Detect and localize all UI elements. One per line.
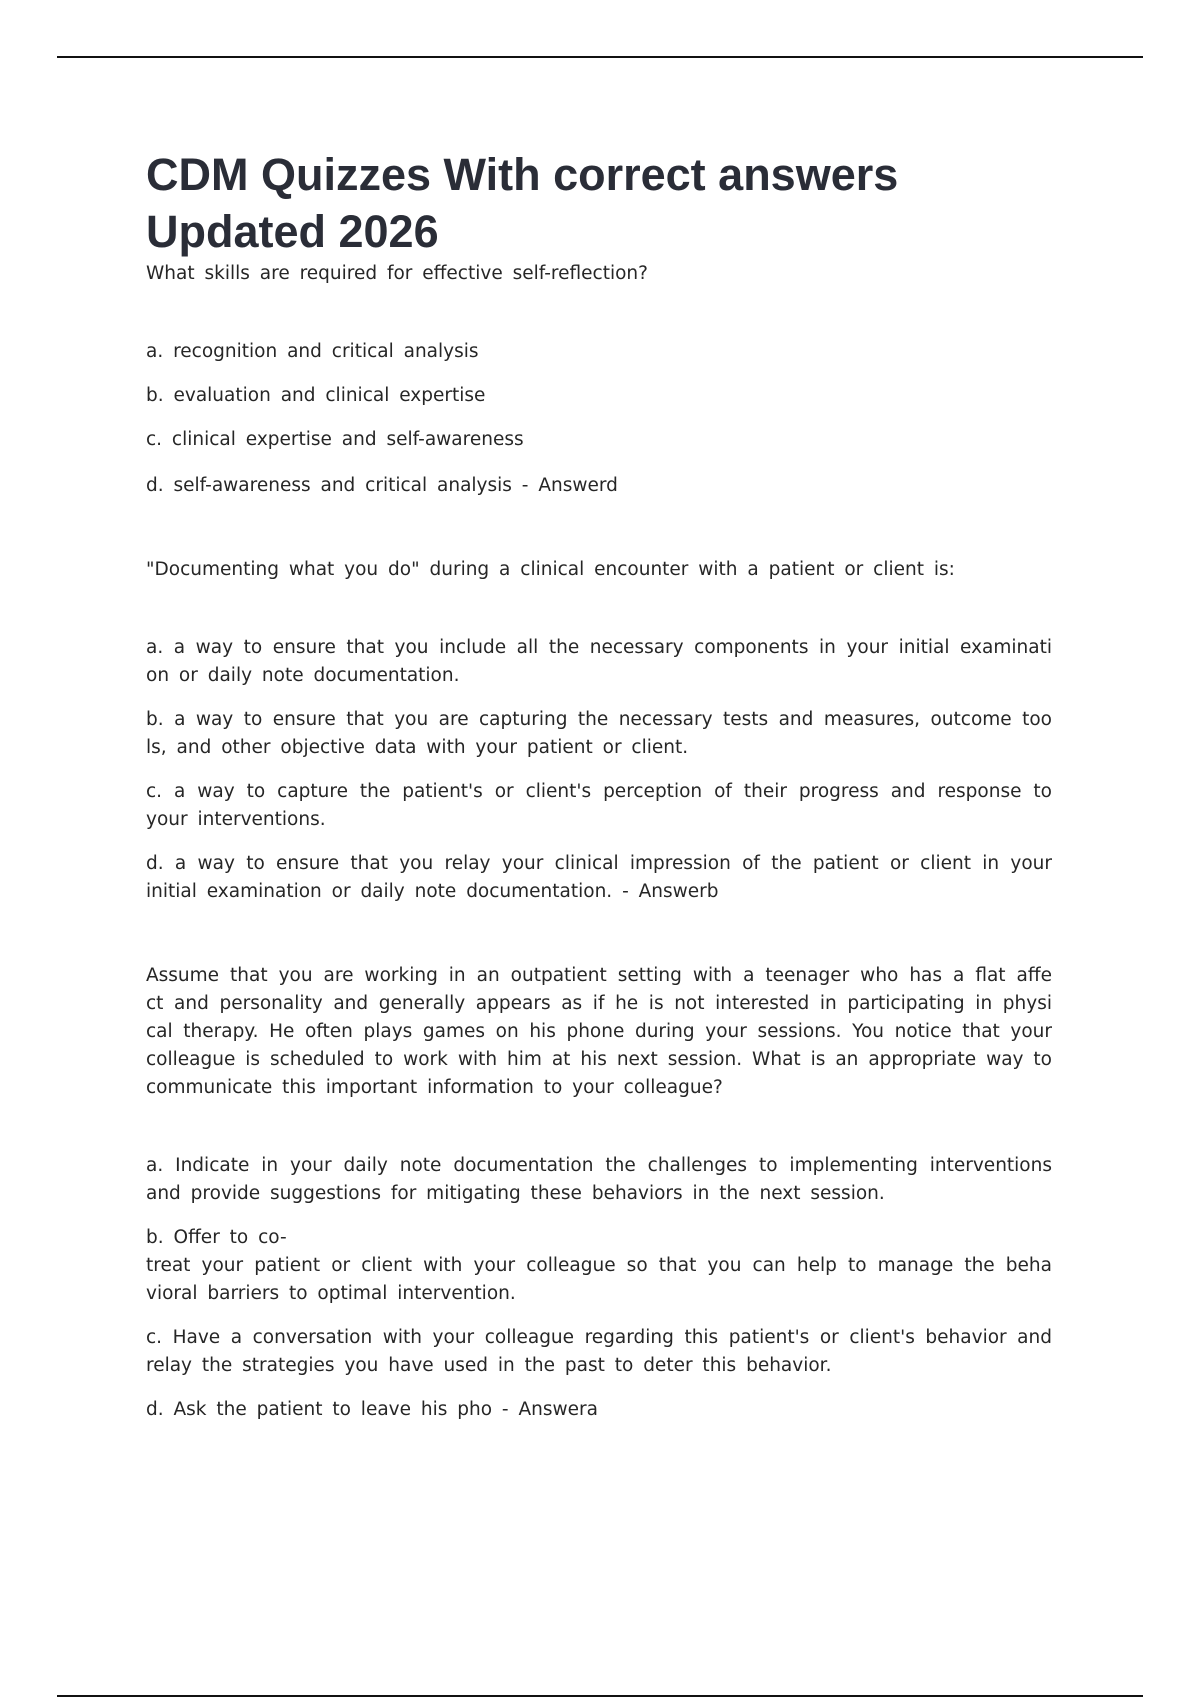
question-2-option-a: a. a way to ensure that you include all the necessary components in your initial examinati on or daily note documentation.: [146, 637, 1052, 686]
question-3-option-c: c. Have a conversation with your colleague regarding this patient's or client's behavior and relay the strategies you have used in the past to deter this behavior.: [146, 1327, 1052, 1376]
title-line-2: Updated 2026: [146, 206, 439, 257]
question-1-options: [146, 338, 1052, 500]
question-3-option-a: a. Indicate in your daily note documentation the challenges to implementing interventions and provide suggestions for mitigating these behaviors in the next session.: [146, 1155, 1052, 1204]
document-body: [146, 146, 1052, 1424]
question-1-prompt: What skills are required for effective self-reflection?: [146, 263, 648, 284]
question-1-option-b: b. evaluation and clinical expertise: [146, 385, 486, 406]
question-2-prompt: "Documenting what you do" during a clinical encounter with a patient or client is:: [146, 559, 955, 580]
top-rule: [57, 56, 1143, 58]
bottom-rule: [57, 1695, 1143, 1697]
question-2-option-d: d. a way to ensure that you relay your clinical impression of the patient or client in your initial examination or daily note documentation. - Answerb: [146, 853, 1052, 902]
question-1-option-d: d. self-awareness and critical analysis - Answerd: [146, 475, 618, 496]
question-3-option-d: d. Ask the patient to leave his pho - Answera: [146, 1399, 598, 1420]
question-3-options: [146, 1152, 1052, 1424]
question-1-option-c: c. clinical expertise and self-awareness: [146, 429, 524, 450]
title-line-1: CDM Quizzes With correct answers: [146, 149, 899, 200]
question-3-option-b-continued: treat your patient or client with your colleague so that you can help to manage the beha vioral barriers to optimal intervention.: [146, 1255, 1052, 1304]
question-3-prompt: Assume that you are working in an outpatient setting with a teenager who has a flat affe ct and personality and generally appears as if he is not interested in participating in physi cal therapy. He often plays games on his phone during your sessions. You notice that your colleague is scheduled to work with him at his next session. What is an appropriate way to communicate this important information to your colleague?: [146, 965, 1052, 1098]
question-1-option-a: a. recognition and critical analysis: [146, 341, 479, 362]
question-2-option-b: b. a way to ensure that you are capturing the necessary tests and measures, outcome too ls, and other objective data with your patient or client.: [146, 709, 1052, 758]
question-2-option-c: c. a way to capture the patient's or client's perception of their progress and response to your interventions.: [146, 781, 1052, 830]
question-3-option-b: b. Offer to co-: [146, 1227, 287, 1248]
question-2-options: [146, 634, 1052, 906]
document-title: [146, 146, 1052, 260]
